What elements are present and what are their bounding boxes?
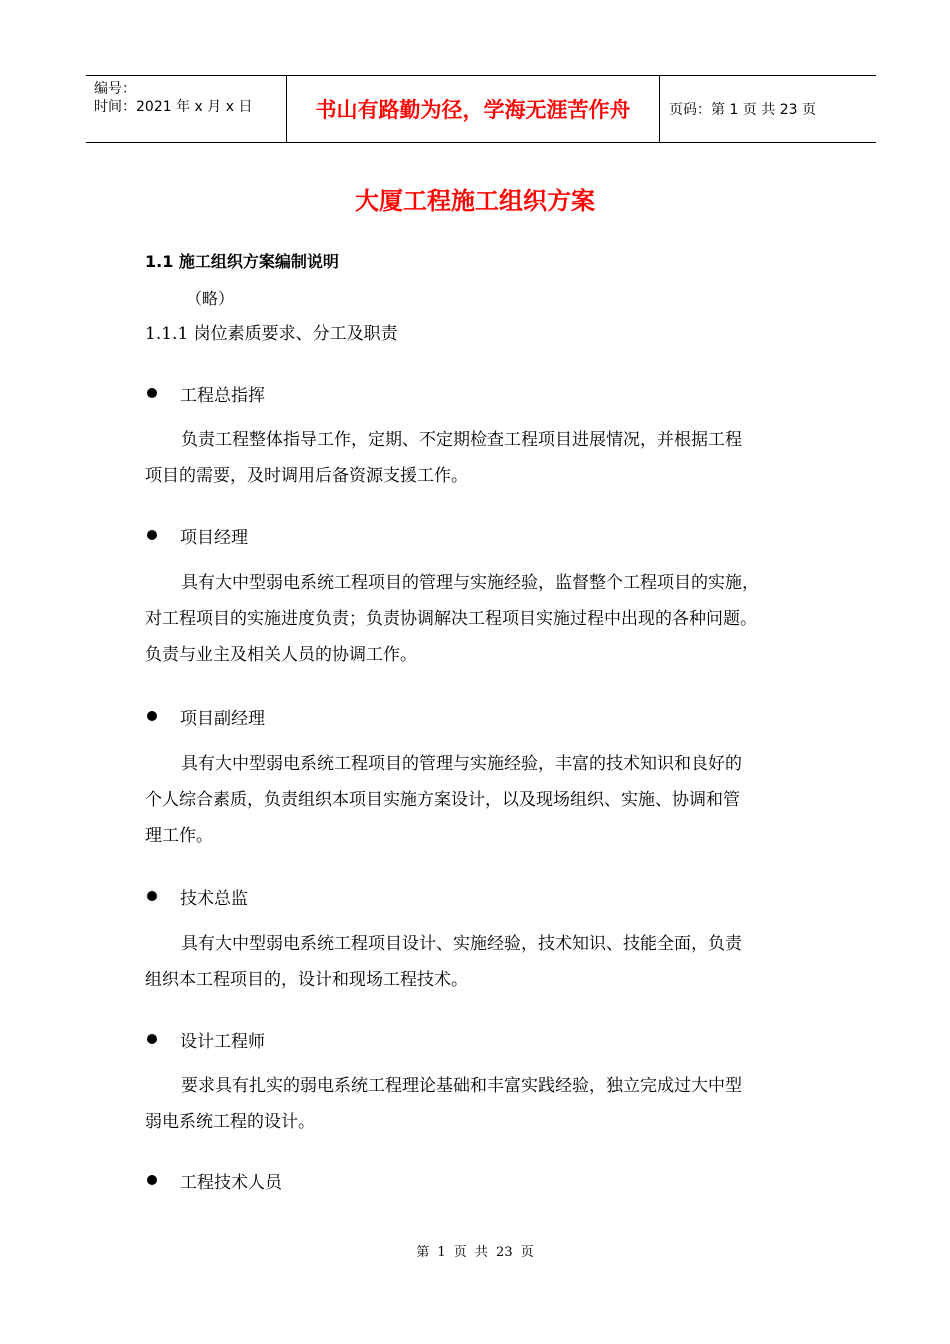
header-meta (86, 76, 286, 142)
role-description-commander (145, 422, 835, 494)
role-heading-deputy-manager (145, 703, 265, 729)
section-heading: 1.1 施工组织方案编制说明 (145, 252, 339, 271)
role-name: 项目经理 (180, 527, 248, 548)
subsection-heading: 1.1.1 岗位素质要求、分工及职责 (145, 324, 398, 344)
header-motto: 书山有路勤为径，学海无涯苦作舟 (286, 76, 660, 142)
role-description-design-engineer (145, 1068, 835, 1140)
role-heading-project-manager (145, 522, 248, 548)
bullet-icon (147, 711, 157, 721)
paragraph-line: 具有大中型弱电系统工程项目的管理与实施经验，监督整个工程项目的实施， (181, 573, 759, 593)
header-page-info: 页码：第 1 页 共 23 页 (669, 102, 816, 118)
header-time-label: 时间：2021 年 x 月 x 日 (94, 99, 253, 115)
role-heading-commander (145, 380, 265, 406)
role-heading-design-engineer (145, 1026, 265, 1052)
role-name: 工程总指挥 (180, 385, 265, 406)
role-name: 技术总监 (180, 888, 248, 909)
role-description-deputy-manager (145, 746, 835, 854)
bullet-icon (147, 530, 157, 540)
paragraph-line: 理工作。 (145, 826, 213, 846)
role-description-project-manager (145, 565, 835, 673)
bullet-icon (147, 388, 157, 398)
bullet-icon (147, 1034, 157, 1044)
section-omitted-note: （略） (186, 289, 235, 308)
paragraph-line: 个人综合素质，负责组织本项目实施方案设计，以及现场组织、实施、协调和管 (145, 790, 740, 810)
role-heading-technical-staff (145, 1167, 282, 1193)
role-description-technical-director (145, 926, 835, 998)
bullet-icon (147, 1175, 157, 1185)
paragraph-line: 对工程项目的实施进度负责；负责协调解决工程项目实施过程中出现的各种问题。 (145, 609, 757, 629)
paragraph-line: 弱电系统工程的设计。 (145, 1112, 315, 1132)
role-name: 项目副经理 (180, 708, 265, 729)
paragraph-line: 要求具有扎实的弱电系统工程理论基础和丰富实践经验，独立完成过大中型 (181, 1076, 742, 1096)
role-heading-technical-director (145, 883, 248, 909)
paragraph-line: 组织本工程项目的，设计和现场工程技术。 (145, 970, 468, 990)
paragraph-line: 负责工程整体指导工作，定期、不定期检查工程项目进展情况，并根据工程 (181, 430, 742, 450)
bullet-icon (147, 891, 157, 901)
paragraph-line: 负责与业主及相关人员的协调工作。 (145, 645, 417, 665)
document-header (86, 75, 876, 143)
paragraph-line: 具有大中型弱电系统工程项目设计、实施经验，技术知识、技能全面，负责 (181, 934, 742, 954)
paragraph-line: 具有大中型弱电系统工程项目的管理与实施经验，丰富的技术知识和良好的 (181, 754, 742, 774)
role-name: 工程技术人员 (180, 1172, 282, 1193)
page-footer: 第 1 页 共 23 页 (416, 1245, 534, 1260)
role-name: 设计工程师 (180, 1031, 265, 1052)
document-title: 大厦工程施工组织方案 (355, 187, 595, 215)
paragraph-line: 项目的需要，及时调用后备资源支援工作。 (145, 466, 468, 486)
header-number-label: 编号： (94, 81, 136, 97)
